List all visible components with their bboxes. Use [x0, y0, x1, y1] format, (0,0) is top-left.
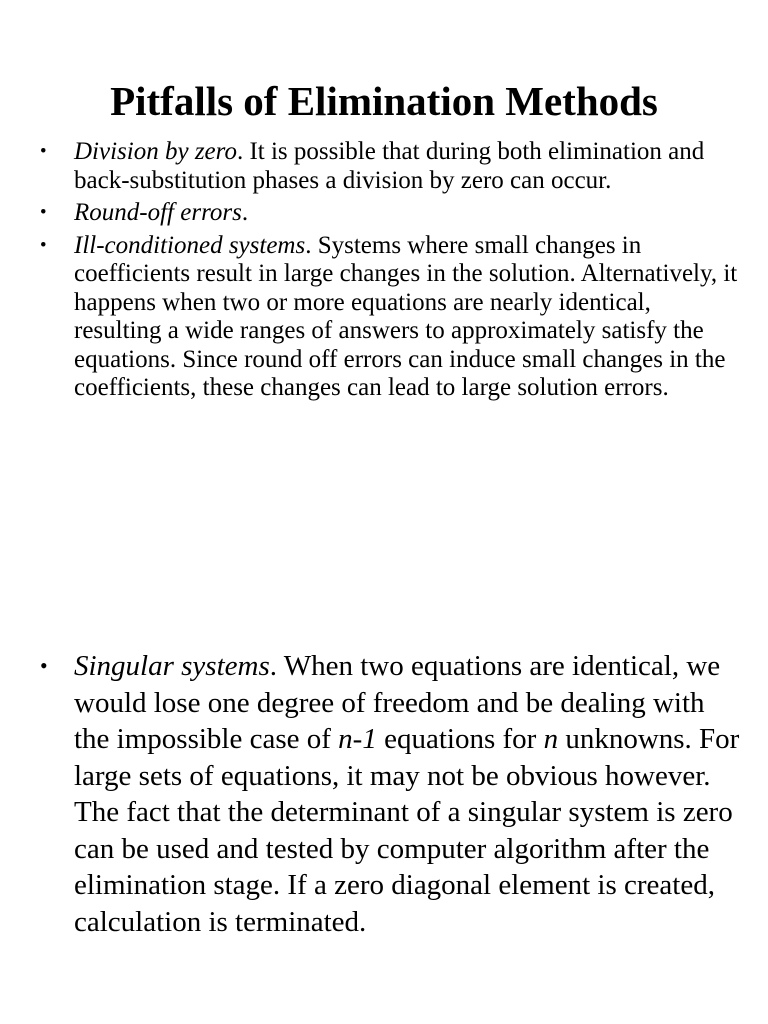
item-emphasis-n: n	[543, 723, 559, 755]
item-term: Round-off errors	[74, 199, 242, 226]
item-text: . When two equations are identical, we would lose one degree of freedom and be dealing with the impossible case of	[74, 650, 721, 755]
item-text: equations for	[376, 723, 544, 755]
item-text: . It is possible that during both elimination and back-substitution phases a division by zero can occur.	[74, 138, 705, 194]
list-item-singular-systems	[0, 648, 740, 940]
list-item-ill-conditioned-systems	[0, 232, 740, 403]
item-term: Ill-conditioned systems	[74, 231, 306, 259]
list-item-round-off-errors	[0, 199, 740, 228]
list-item-division-by-zero	[0, 138, 740, 195]
bullet-icon: •	[40, 654, 48, 678]
bullet-icon: •	[40, 234, 47, 256]
item-text: .	[241, 199, 249, 226]
item-text: unknowns. For large sets of equations, it may not be obvious however. The fact that the determinant of a singular system is zero can be used and tested by computer algorithm after the elimination stage. If a zero diagonal element is created, calculation is terminated.	[74, 723, 740, 938]
bullet-icon: •	[40, 202, 47, 223]
item-text: . Systems where small changes in coefficients result in large changes in the solution. Alternatively, it happens when two or more equations are nearly identical, resulting a wide ranges of answers to approximately satisfy the equations. Since round off errors can induce small changes in the coefficients, these changes can lead to large solution errors.	[74, 231, 738, 401]
item-term: Singular systems	[74, 650, 270, 682]
item-term: Division by zero	[74, 138, 237, 165]
item-emphasis-n-minus-1: n-1	[338, 723, 377, 755]
bullet-icon: •	[40, 141, 47, 162]
slide-title: Pitfalls of Elimination Methods	[110, 78, 658, 125]
bullet-list-lower	[0, 648, 740, 940]
bullet-list-upper	[0, 138, 740, 407]
